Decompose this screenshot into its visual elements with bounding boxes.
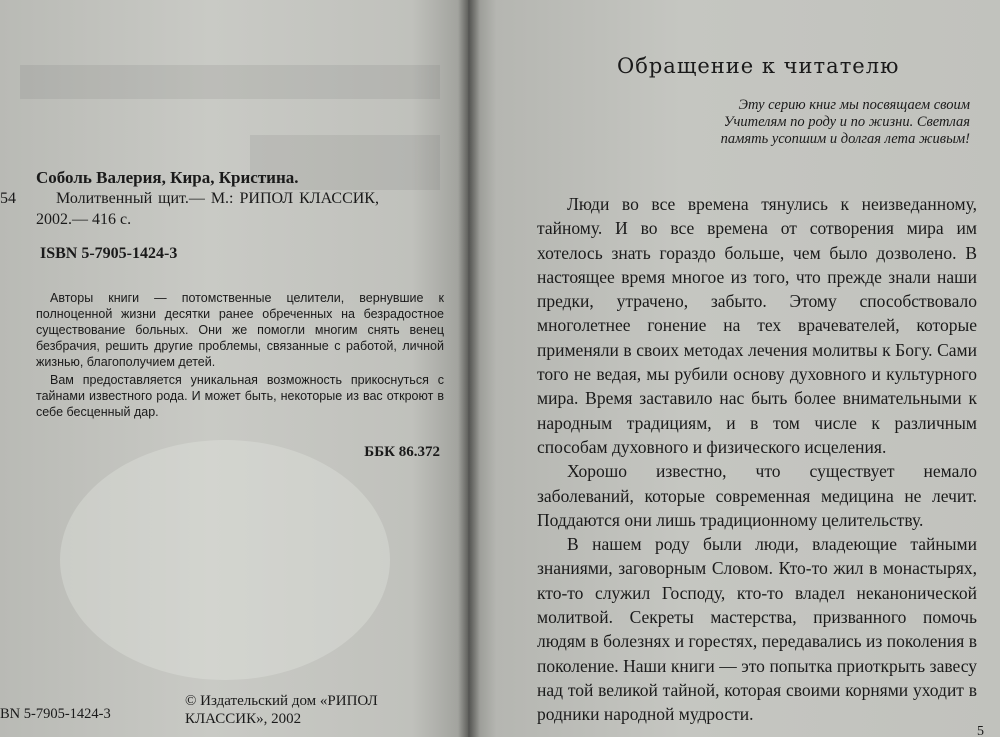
publisher-imprint: © Издательский дом «РИПОЛ КЛАССИК», 2002 (185, 693, 378, 727)
bibliographic-line-2: 2002.— 416 с. (36, 211, 132, 228)
body-paragraph: В нашем роду были люди, владеющие тайными знаниями, заговорным Словом. Кто-то жил в монастырях, кто-то служил Господу, кто-то владел неканонической молитвой. Секреты мастерства, призванного помочь людям в болезнях и горестях, передавались из поколения в поколение. Наши книги — это попытка приоткрыть завесу над той великой тайной, которая своими корнями уходит в родники народной мудрости. (537, 534, 977, 725)
annotation-paragraph: Авторы книги — потомственные целители, вернувшие к полноценной жизни десятки ранее обреченных на безрадостное существование больных. Они же помогли многим снять венец безбрачия, решить другие проблемы, связанные с работой, личной жизнью, благополучием детей. (36, 291, 444, 369)
body-paragraph: Хорошо известно, что существует немало заболеваний, которые современная медицина не лечит. Поддаются они лишь традиционному целительству. (537, 461, 977, 530)
page-number: 5 (977, 724, 984, 737)
isbn-bottom: BN 5-7905-1424-3 (0, 706, 111, 722)
body-text (537, 192, 977, 727)
isbn: ISBN 5-7905-1424-3 (40, 245, 178, 262)
bibliographic-line-1: Молитвенный щит.— М.: РИПОЛ КЛАССИК, (56, 190, 379, 207)
catalog-code: 54 (0, 190, 16, 207)
author-line: Соболь Валерия, Кира, Кристина. (36, 168, 299, 187)
left-page (0, 0, 468, 737)
bbk-code: ББК 86.372 (364, 444, 440, 460)
right-page (470, 0, 1000, 737)
body-paragraph: Люди во все времена тянулись к неизведанному, тайному. И во все времена от сотворения мира им хотелось знать гораздо больше, чем было дозволено. В настоящее время многое из того, что прежде знали наши предки, утрачено, забыто. Этому способствовало многолетнее гонение на тех врачевателей, которые применяли в своих методах лечения молитвы к Богу. Сами того не ведая, мы рубили основу духовного и культурного мира. Время заставило нас быть более внимательными к народным традициям, и в том числе к различным способам духовного и физического исцеления. (537, 194, 977, 457)
book-gutter (458, 0, 480, 737)
annotation-paragraph: Вам предоставляется уникальная возможность прикоснуться с тайнами известного рода. И может быть, некоторые из вас откроют в себе бесценный дар. (36, 373, 444, 419)
show-through-circle (60, 440, 390, 680)
annotation (36, 290, 444, 422)
epigraph: Эту серию книг мы посвящаем своим Учителям по роду и по жизни. Светлая память усопшим и долгая лета живым! (720, 97, 970, 147)
page-title: Обращение к читателю (617, 54, 900, 78)
